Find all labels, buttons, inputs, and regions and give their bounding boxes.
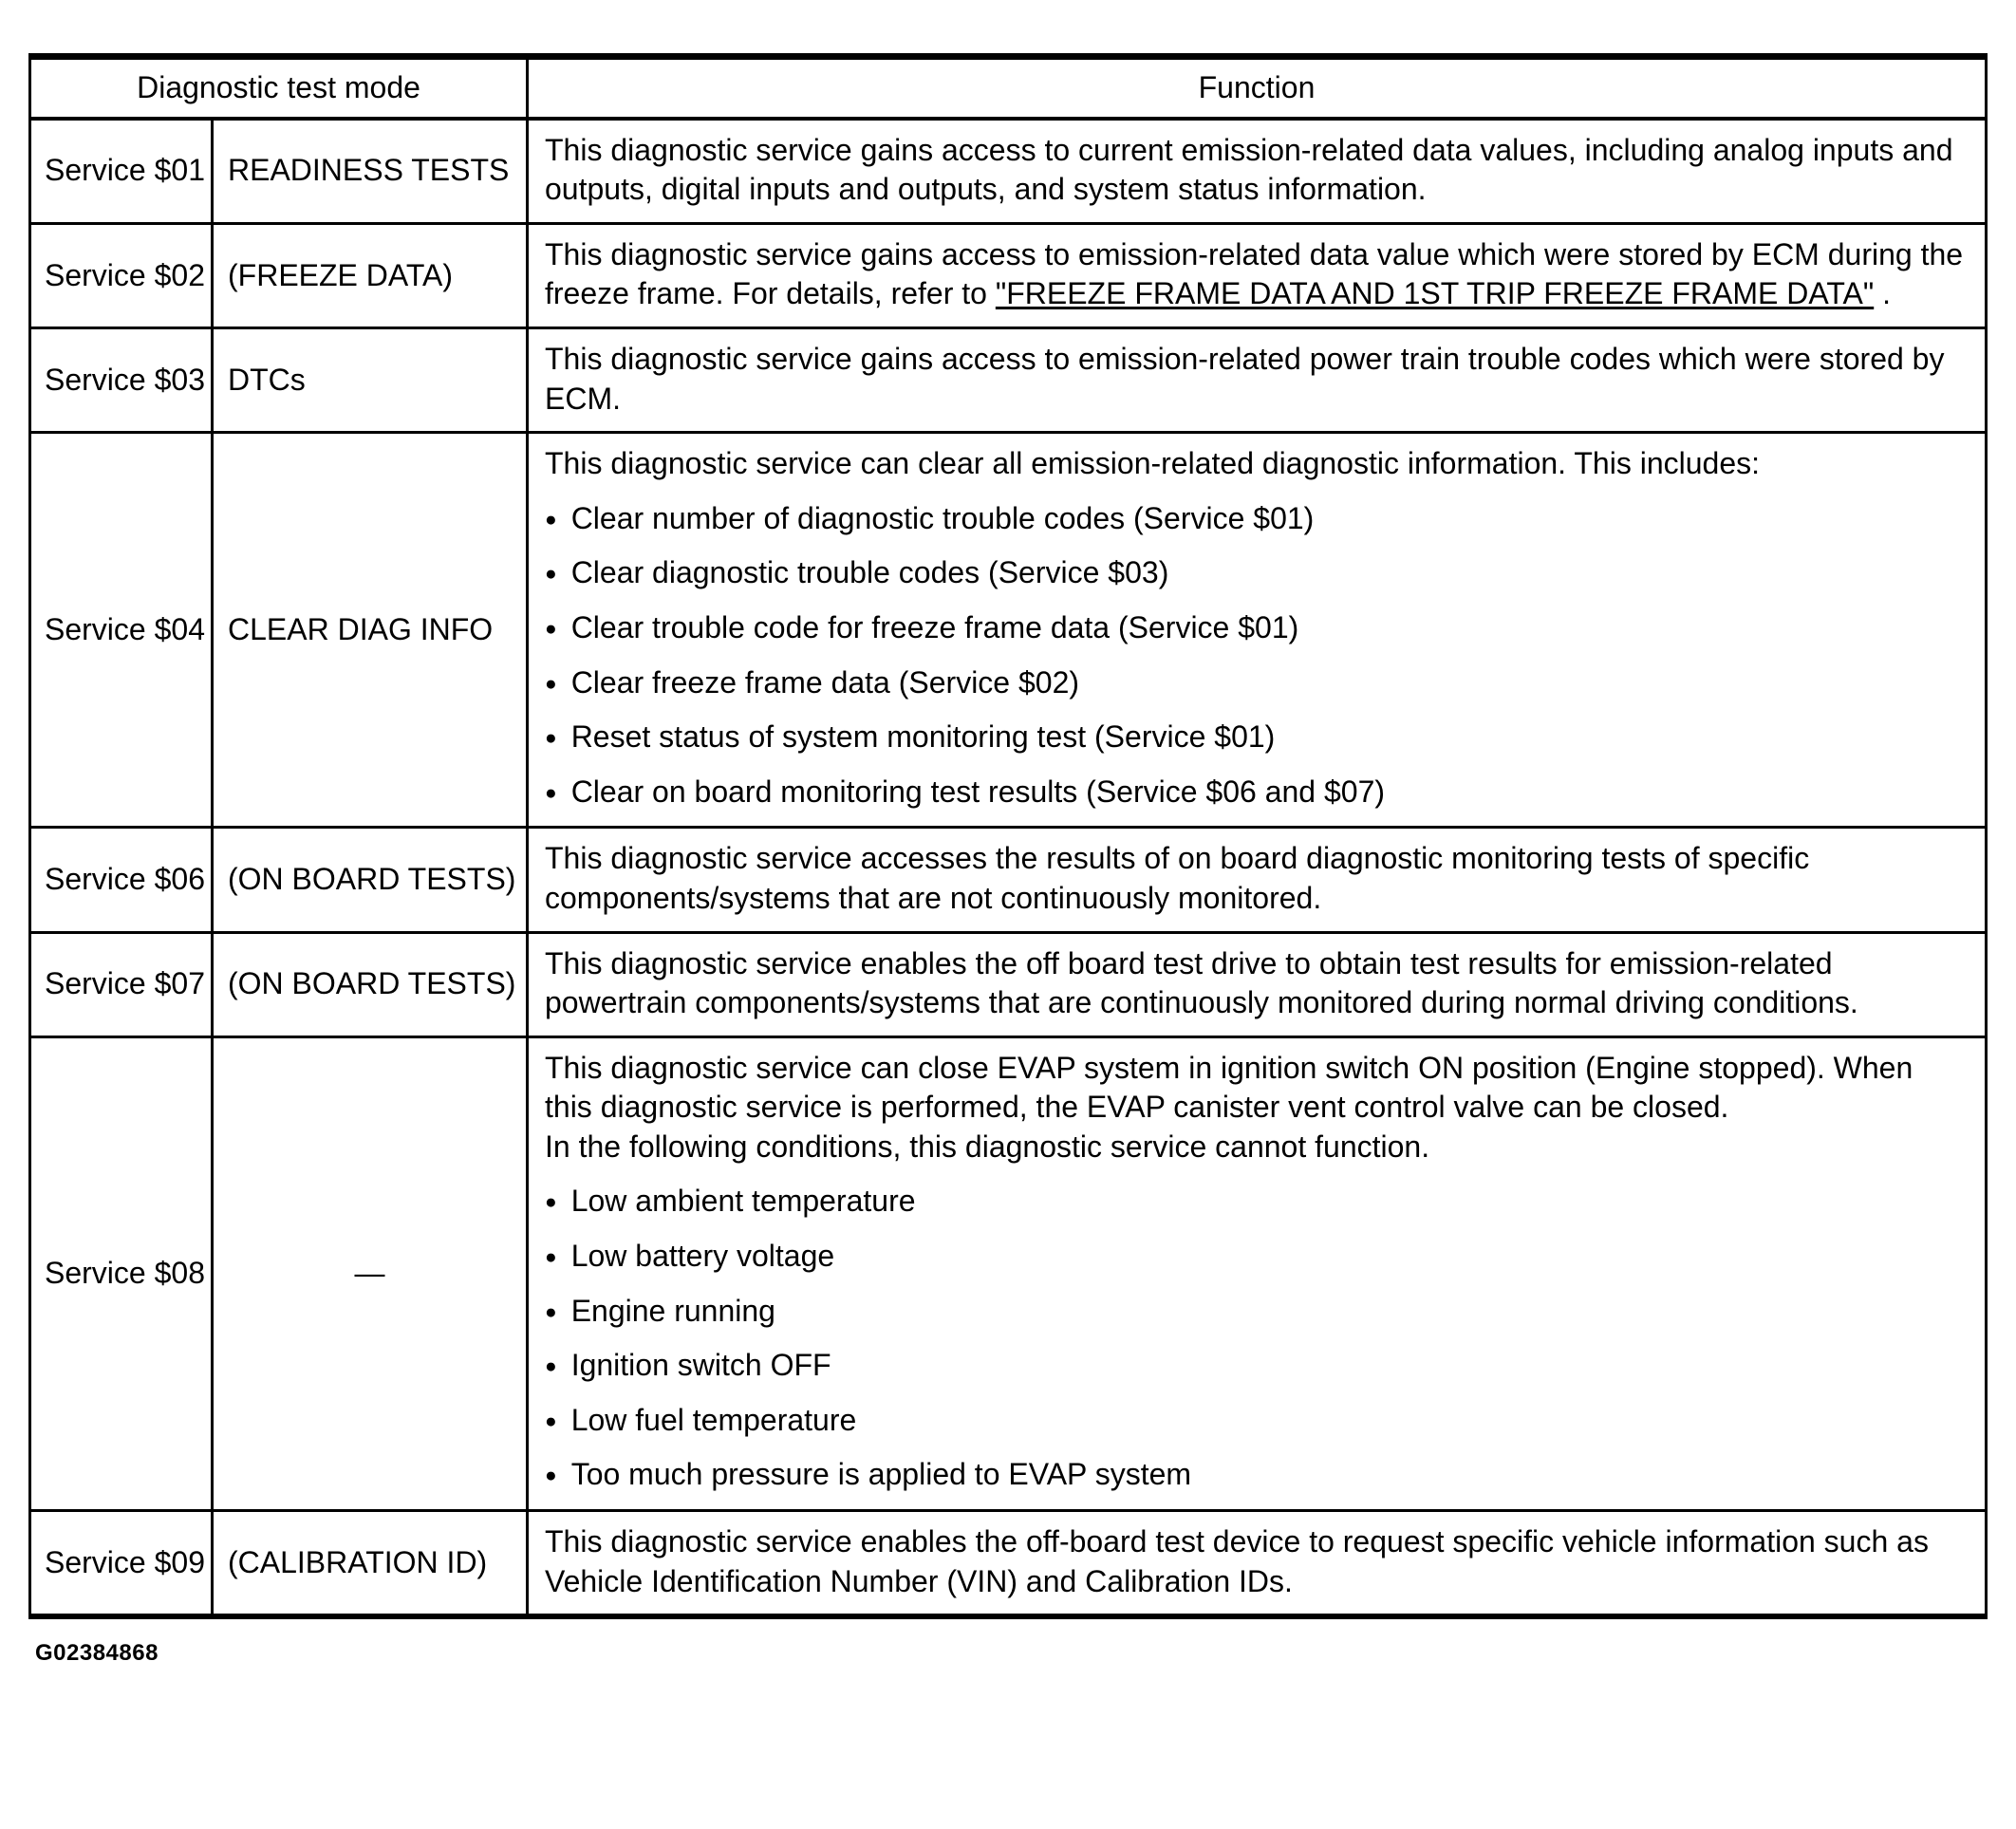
bullet-icon: ●	[545, 1246, 557, 1269]
list-item	[545, 1292, 1968, 1332]
bullet-icon: ●	[545, 617, 557, 640]
bullet-icon: ●	[545, 781, 557, 804]
list-item-text: Ignition switch OFF	[570, 1348, 831, 1383]
bullet-icon: ●	[545, 1300, 557, 1323]
diagnostic-test-mode-table	[28, 53, 1988, 1619]
function-cell	[528, 119, 1987, 224]
service-cell: Service $06	[30, 828, 213, 932]
freeze-frame-data-link[interactable]: "FREEZE FRAME DATA AND 1ST TRIP FREEZE FRAME DATA"	[995, 276, 1875, 311]
list-item	[545, 663, 1968, 703]
list-item	[545, 608, 1968, 648]
list-item-text: Clear number of diagnostic trouble codes (Service $01)	[570, 500, 1315, 535]
table-header-row	[30, 57, 1987, 119]
list-item	[545, 553, 1968, 593]
bullet-icon: ●	[545, 1355, 557, 1378]
list-item	[545, 1401, 1968, 1441]
function-text: This diagnostic service gains access to current emission-related data values, including analog inputs and outputs, digital inputs and outputs, and system status information.	[545, 132, 1953, 207]
list-item-text: Clear freeze frame data (Service $02)	[570, 664, 1080, 700]
table-row-service-07	[30, 932, 1987, 1036]
service-cell: Service $08	[30, 1036, 213, 1510]
function-cell	[528, 327, 1987, 432]
bullet-icon: ●	[545, 727, 557, 750]
list-item-text: Low battery voltage	[570, 1239, 835, 1274]
bullet-icon: ●	[545, 563, 557, 586]
function-text: This diagnostic service enables the off board test drive to obtain test results for emission-related powertrain components/systems that are continuously monitored during normal driving conditions.	[545, 945, 1858, 1020]
function-text: This diagnostic service can clear all emission-related diagnostic information. This includes:	[545, 446, 1760, 481]
table-row-service-06	[30, 828, 1987, 932]
table-row-service-02	[30, 223, 1987, 327]
list-item-text: Reset status of system monitoring test (Service $01)	[570, 719, 1276, 755]
bullet-icon: ●	[545, 1465, 557, 1487]
function-text: This diagnostic service gains access to emission-related power train trouble codes which were stored by ECM.	[545, 341, 1945, 416]
list-item	[545, 773, 1968, 812]
bullet-icon: ●	[545, 1409, 557, 1432]
function-text: This diagnostic service can close EVAP system in ignition switch ON position (Engine stopped). When this diagnostic service is performed, the EVAP canister vent control valve can be closed.	[545, 1050, 1913, 1125]
test-mode-cell: READINESS TESTS	[213, 119, 528, 224]
list-item	[545, 1455, 1968, 1495]
bullet-icon: ●	[545, 508, 557, 531]
list-item-text: Too much pressure is applied to EVAP system	[570, 1457, 1192, 1492]
function-cell	[528, 828, 1987, 932]
list-item	[545, 718, 1968, 757]
function-cell	[528, 1511, 1987, 1617]
function-text: This diagnostic service accesses the results of on board diagnostic monitoring tests of specific components/systems that are not continuously monitored.	[545, 841, 1810, 915]
test-mode-cell: (ON BOARD TESTS)	[213, 828, 528, 932]
function-cell	[528, 433, 1987, 828]
table-row-service-01	[30, 119, 1987, 224]
service-cell: Service $09	[30, 1511, 213, 1617]
test-mode-cell: —	[213, 1036, 528, 1510]
table-row-service-08	[30, 1036, 1987, 1510]
list-item-text: Engine running	[570, 1293, 775, 1328]
service-cell: Service $07	[30, 932, 213, 1036]
list-item	[545, 1346, 1968, 1386]
header-diagnostic-test-mode: Diagnostic test mode	[30, 57, 528, 119]
service-cell: Service $03	[30, 327, 213, 432]
function-text: This diagnostic service enables the off-board test device to request specific vehicle information such as Vehicle Identification Number (VIN) and Calibration IDs.	[545, 1524, 1929, 1598]
list-item-text: Clear on board monitoring test results (Service $06 and $07)	[570, 774, 1386, 809]
test-mode-cell: DTCs	[213, 327, 528, 432]
function-cell	[528, 1036, 1987, 1510]
function-cell	[528, 223, 1987, 327]
function-text-segment: This diagnostic service gains access to emission-related data value which were stored by ECM during the freeze frame. For details, refer to	[545, 236, 1964, 311]
test-mode-cell: (CALIBRATION ID)	[213, 1511, 528, 1617]
figure-id: G02384868	[35, 1640, 159, 1667]
service-cell: Service $01	[30, 119, 213, 224]
function-cell	[528, 932, 1987, 1036]
test-mode-cell: (FREEZE DATA)	[213, 223, 528, 327]
bullet-icon: ●	[545, 1191, 557, 1214]
list-item-text: Clear diagnostic trouble codes (Service $03)	[570, 555, 1169, 590]
function-text	[545, 235, 1968, 314]
table-row-service-04	[30, 433, 1987, 828]
table-row-service-09	[30, 1511, 1987, 1617]
function-text: In the following conditions, this diagnostic service cannot function.	[545, 1129, 1430, 1164]
service-cell: Service $02	[30, 223, 213, 327]
list-item-text: Low ambient temperature	[570, 1184, 916, 1219]
list-item	[545, 1182, 1968, 1222]
table-row-service-03	[30, 327, 1987, 432]
test-mode-cell: (ON BOARD TESTS)	[213, 932, 528, 1036]
list-item	[545, 499, 1968, 539]
list-item-text: Clear trouble code for freeze frame data (Service $01)	[570, 609, 1299, 644]
header-function: Function	[528, 57, 1987, 119]
test-mode-cell: CLEAR DIAG INFO	[213, 433, 528, 828]
bullet-list	[545, 499, 1968, 812]
list-item	[545, 1237, 1968, 1277]
list-item-text: Low fuel temperature	[570, 1402, 857, 1437]
function-text-segment: .	[1874, 276, 1891, 311]
service-cell: Service $04	[30, 433, 213, 828]
bullet-list	[545, 1182, 1968, 1495]
bullet-icon: ●	[545, 672, 557, 695]
